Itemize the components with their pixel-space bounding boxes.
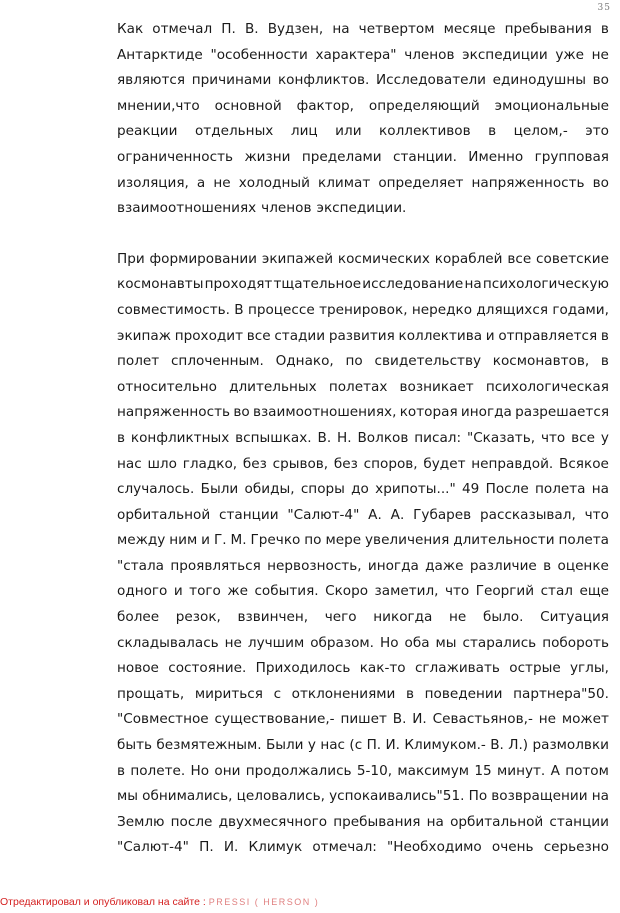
text-line: являются причинами конфликтов. Исследователи единодушны во [117,72,609,89]
text-line: "Совместное существование,- пишет В. И. Севастьянов,- не может [117,711,609,728]
text-line: изоляция, а не холодный климат определяет напряженность во [117,174,609,191]
paragraph [117,247,609,861]
text-line: При формировании экипажей космических кораблей все советские [117,250,609,267]
text-line: относительно длительных полетах возникает психологическая [117,378,609,395]
text-line: "стала проявляться нервозность, иногда даже различие в оценке [117,557,609,574]
document-body [117,17,609,861]
text-line: в конфликтных вспышках. В. Н. Волков писал: "Сказать, что все у [117,429,609,446]
text-line: напряженность во взаимоотношениях, которая иногда разрешается [117,404,609,421]
text-line: Землю после двухмесячного пребывания на орбитальной станции [117,813,609,830]
text-line: совместимость. В процессе тренировок, нередко длящихся годами, [117,301,609,318]
text-line: "Салют-4" П. И. Климук отмечал: "Необходимо очень серьезно [117,839,609,856]
page-footer [0,895,319,909]
text-line: ограниченность жизни пределами станции. Именно групповая [117,148,609,165]
text-line: мы обнимались, целовались, успокаивались"51. По возвращении на [117,788,609,805]
text-line: Как отмечал П. В. Вудзен, на четвертом месяце пребывания в [117,21,609,37]
text-line: полет сплоченным. Однако, по свидетельству космонавтов, в [117,353,609,370]
text-line: новое состояние. Приходилось как-то сглаживать острые углы, [117,660,609,677]
text-line: экипаж проходит все стадии развития коллектива и отправляется в [117,327,609,344]
text-line: орбитальной станции "Салют-4" А. А. Губарев рассказывал, что [117,506,609,523]
text-line: быть безмятежным. Были у нас (с П. И. Климуком.- В. Л.) размолвки [117,737,609,754]
text-line: нас шло гладко, без срывов, без споров, будет неправдой. Всякое [117,455,609,472]
text-line: реакции отдельных лиц или коллективов в целом,- это [117,123,609,140]
text-line: случалось. Были обиды, споры до хрипоты..." 49 После полета на [117,481,609,498]
paragraph-gap [117,222,609,247]
page-number: 35 [597,3,611,13]
text-line: взаимоотношениях членов экспедиции. [117,200,407,217]
text-line: более резок, взвинчен, чего никогда не было. Ситуация [117,609,609,626]
text-line: космонавты проходят тщательное исследование на психологическую [117,276,609,293]
footer-site-name: PRESSI ( HERSON ) [208,897,320,907]
text-line: в полете. Но они продолжались 5-10, максимум 15 минут. А потом [117,762,609,779]
paragraph [117,17,609,222]
text-line: между ним и Г. М. Гречко по мере увеличения длительности полета [117,532,609,549]
text-line: прощать, мириться с отклонениями в поведении партнера"50. [117,685,609,702]
text-line: складывалась не лучшим образом. Но оба мы старались побороть [117,634,609,651]
text-line: мнении,что основной фактор, определяющий эмоциональные [117,97,609,114]
text-line: Антарктиде "особенности характера" членов экспедиции уже не [117,46,609,63]
footer-text: Отредактировал и опубликовал на сайте : [0,896,209,908]
text-line: одного и того же события. Скоро заметил, что Георгий стал еще [117,583,609,600]
